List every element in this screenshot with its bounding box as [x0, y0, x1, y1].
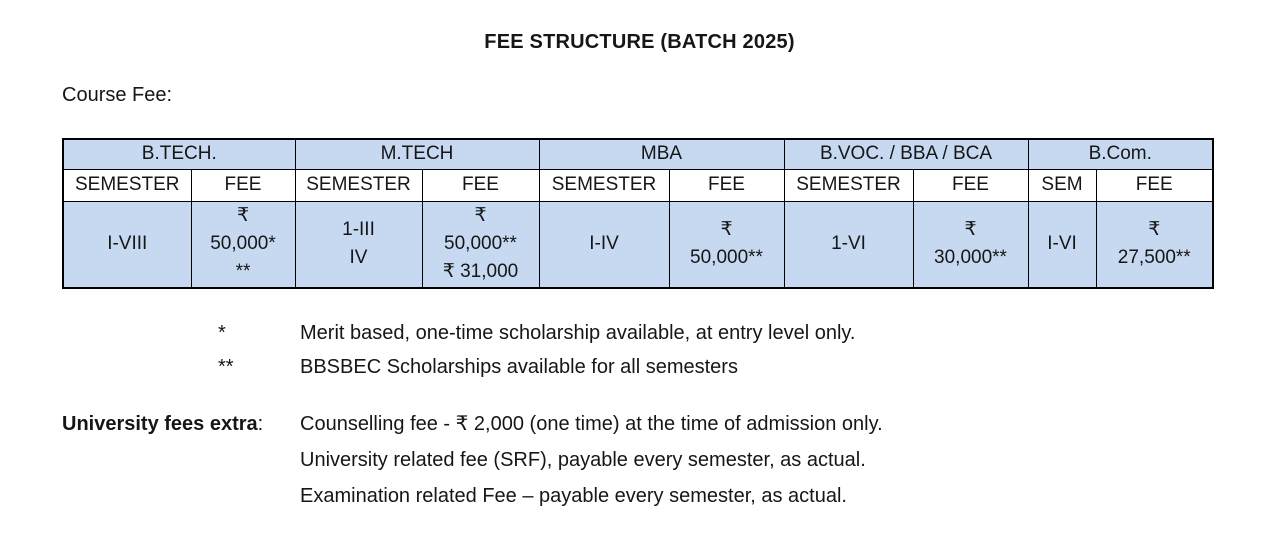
mba-semester-header: SEMESTER: [539, 169, 669, 201]
fee-amount: 30,000**: [934, 247, 1007, 269]
btech-fee-header: FEE: [191, 169, 295, 201]
university-fees-section: [62, 406, 883, 514]
university-fees-label: [62, 406, 300, 442]
university-fees-label-colon: :: [257, 413, 264, 435]
bvoc-fee-value: [913, 201, 1028, 288]
mba-fee-header: FEE: [669, 169, 784, 201]
bvoc-semester-header: SEMESTER: [784, 169, 913, 201]
fee-amount: 50,000*: [210, 233, 276, 255]
bcom-semester-header: SEM: [1028, 169, 1096, 201]
mtech-fee-value: [422, 201, 539, 288]
mtech-fee-header: FEE: [422, 169, 539, 201]
footnote-marker: *: [218, 321, 226, 344]
page-title: FEE STRUCTURE (BATCH 2025): [484, 31, 795, 53]
fee-amount: 50,000**: [690, 247, 763, 269]
course-fee-label: Course Fee:: [62, 84, 173, 106]
table-data-row: [63, 201, 1213, 288]
bcom-fee-header: FEE: [1096, 169, 1213, 201]
rupee-symbol: ₹: [720, 219, 733, 241]
footnote-text: Merit based, one-time scholarship available, at entry level only.: [300, 321, 856, 344]
bvoc-fee-header: FEE: [913, 169, 1028, 201]
fee-note-marker: **: [235, 261, 251, 283]
footnote-text: BBSBEC Scholarships available for all semesters: [300, 355, 738, 378]
table-group-header-row: [63, 139, 1213, 169]
semester-line: I-VIII: [107, 233, 148, 255]
semester-line: IV: [349, 247, 368, 269]
fee-amount: 27,500**: [1117, 247, 1191, 269]
rupee-symbol: ₹: [474, 205, 487, 227]
rupee-symbol: ₹: [964, 219, 977, 241]
table-subheader-row: [63, 169, 1213, 201]
mba-fee-value: [669, 201, 784, 288]
bcom-fee-value: [1096, 201, 1213, 288]
group-header-bcom: B.Com.: [1028, 139, 1213, 169]
btech-semester-value: [63, 201, 191, 288]
btech-semester-header: SEMESTER: [63, 169, 191, 201]
university-fee-item: Counselling fee - ₹ 2,000 (one time) at the time of admission only.: [300, 413, 883, 435]
btech-fee-value: [191, 201, 295, 288]
mtech-semester-header: SEMESTER: [295, 169, 422, 201]
footnotes: [218, 316, 855, 384]
group-header-mba: MBA: [539, 139, 784, 169]
semester-line: 1-VI: [831, 233, 866, 255]
fee-amount: ₹ 31,000: [442, 261, 519, 283]
footnote-double-asterisk: [218, 350, 855, 384]
group-header-mtech: M.TECH: [295, 139, 539, 169]
group-header-bvoc-bba-bca: B.VOC. / BBA / BCA: [784, 139, 1028, 169]
university-fees-items: [300, 406, 883, 514]
semester-line: I-VI: [1047, 233, 1077, 255]
university-fees-label-text: University fees extra: [62, 413, 258, 435]
mba-semester-value: [539, 201, 669, 288]
university-fee-item: Examination related Fee – payable every semester, as actual.: [300, 485, 847, 507]
footnote-single-asterisk: [218, 316, 855, 350]
rupee-symbol: ₹: [1148, 219, 1161, 241]
course-fee-table: [62, 138, 1214, 289]
footnote-marker: **: [218, 355, 234, 378]
semester-line: 1-III: [342, 219, 375, 241]
group-header-btech: B.TECH.: [63, 139, 295, 169]
rupee-symbol: ₹: [236, 205, 250, 227]
mtech-semester-value: [295, 201, 422, 288]
bcom-semester-value: [1028, 201, 1096, 288]
university-fee-item: University related fee (SRF), payable every semester, as actual.: [300, 449, 866, 471]
bvoc-semester-value: [784, 201, 913, 288]
semester-line: I-IV: [589, 233, 619, 255]
fee-amount: 50,000**: [444, 233, 517, 255]
